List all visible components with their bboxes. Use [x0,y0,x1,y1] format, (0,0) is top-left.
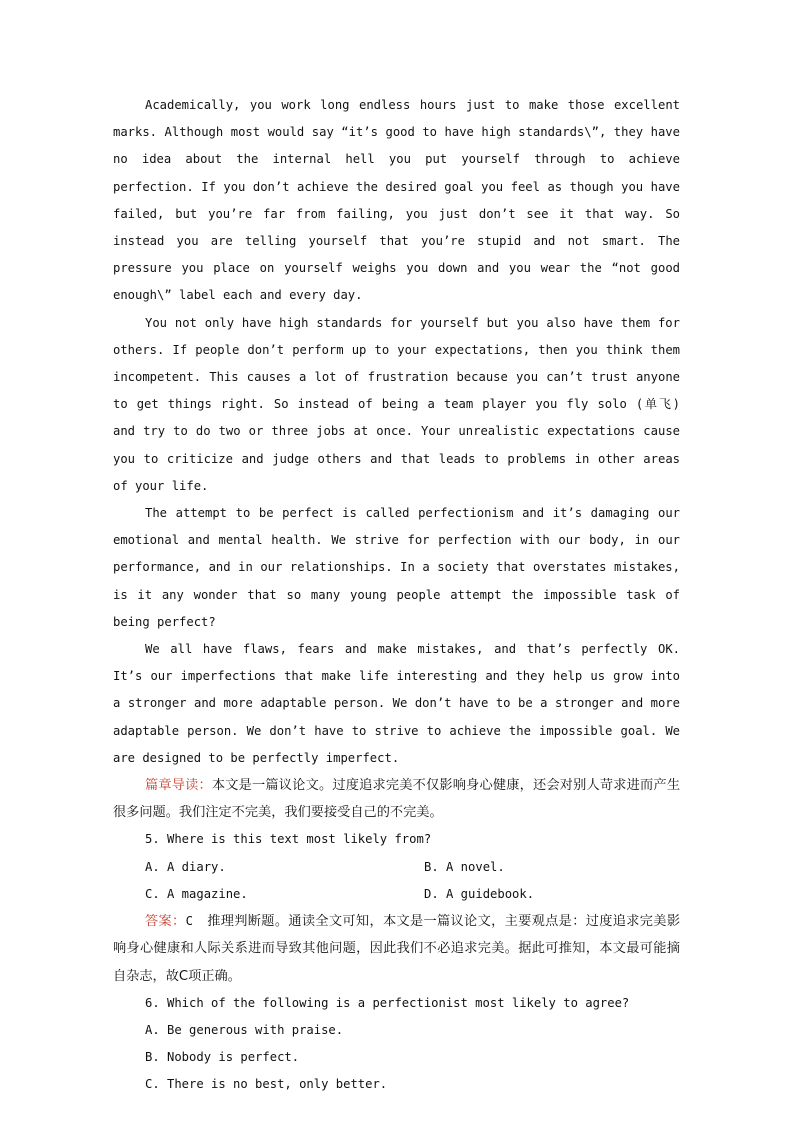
passage-paragraph-1: Academically, you work long endless hours just to make those excellent marks. Although most would say “it’s good to have high standards\”, they have no idea about the internal hell you put yourself through to achieve perfection. If you don’t achieve the desired goal you feel as though you have failed, but you’re far from failing, you just don’t see it that way. So instead you are telling yourself that you’re stupid and not smart. The pressure you place on yourself weighs you down and you wear the “not good enough\” label each and every day. [113,98,680,303]
question-5: 5. Where is this text most likely from? [145,832,432,847]
question-6-option-c: C. There is no best, only better. [145,1077,388,1092]
question-6-option-a: A. Be generous with praise. [145,1022,344,1037]
article-guide-label: 篇章导读： [145,778,212,794]
article-guide [113,772,680,826]
question-6: 6. Which of the following is a perfectionist most likely to agree? [145,995,630,1010]
question-5-option-b: B. A novel. [424,859,505,874]
question-5-options-row-1 [113,854,680,881]
passage-paragraph-2: You not only have high standards for yourself but you also have them for others. If people don’t perform up to your expectations, then you think them incompetent. This causes a lot of frustration because you can’t trust anyone to get things right. So instead of being a team player you fly solo (单飞) and try to do two or three jobs at once. Your unrealistic expectations cause you to criticize and judge others and that leads to problems in other areas of your life. [113,315,680,493]
answer-5-letter: C [185,914,193,929]
answer-5-explanation: 推理判断题。通读全文可知，本文是一篇议论文，主要观点是：过度追求完美影响身心健康和人际关系进而导致其他问题，因此我们不必追求完美。据此可推知，本文最可能摘自杂志，故C项正确。 [113,914,681,984]
document-page [113,92,680,1099]
answer-5 [113,908,680,990]
article-guide-text: 本文是一篇议论文。过度追求完美不仅影响身心健康，还会对别人苛求进而产生很多问题。我们注定不完美，我们要接受自己的不完美。 [113,778,681,821]
question-5-option-d: D. A guidebook. [424,886,535,901]
passage-paragraph-4: We all have flaws, fears and make mistakes, and that’s perfectly OK. It’s our imperfections that make life interesting and they help us grow into a stronger and more adaptable person. We don’t have to be a stronger and more adaptable person. We don’t have to strive to achieve the impossible goal. We are designed to be perfectly imperfect. [113,642,680,765]
question-5-options-row-2 [113,881,680,908]
passage-paragraph-3: The attempt to be perfect is called perfectionism and it’s damaging our emotional and mental health. We strive for perfection with our body, in our performance, and in our relationships. In a society that overstates mistakes, is it any wonder that so many young people attempt the impossible task of being perfect? [113,506,680,629]
answer-5-label: 答案： [145,914,186,930]
question-5-option-c: C. A magazine. [145,886,248,901]
question-5-option-a: A. A diary. [145,859,226,874]
question-6-option-b: B. Nobody is perfect. [145,1050,300,1065]
